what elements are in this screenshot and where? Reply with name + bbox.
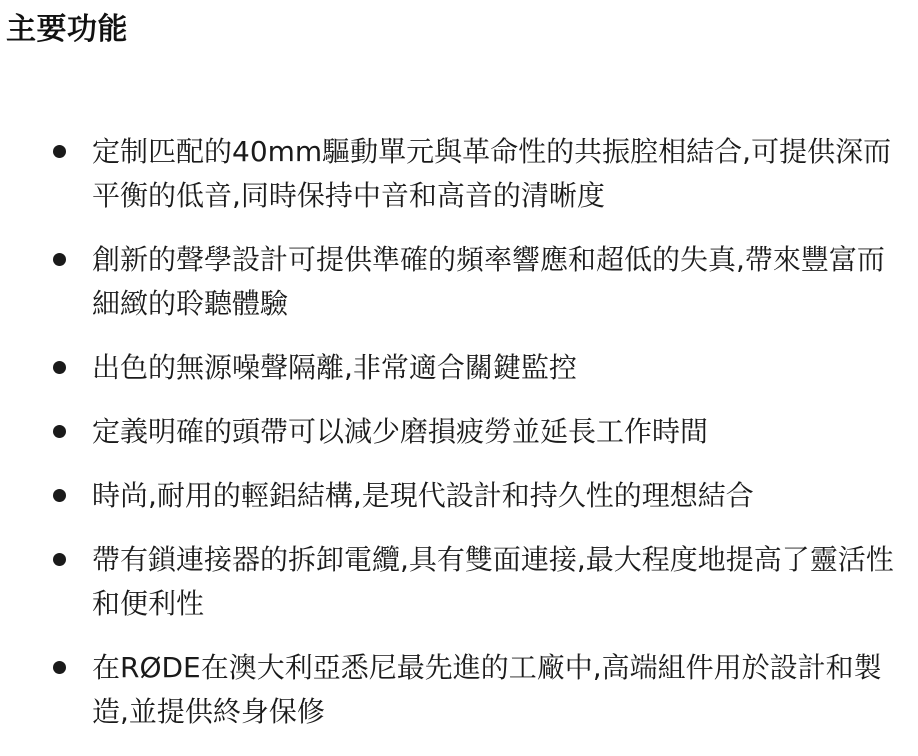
feature-text: 時尚,耐用的輕鋁結構,是現代設計和持久性的理想結合 <box>92 479 754 512</box>
feature-text: 出色的無源噪聲隔離,非常適合關鍵監控 <box>92 351 577 384</box>
section-title: 主要功能 <box>6 12 128 47</box>
feature-text: 定制匹配的40mm驅動單元與革命性的共振腔相結合,可提供深而平衡的低音,同時保持中音和高音的清晰度 <box>92 135 892 212</box>
bullet-icon <box>53 553 66 566</box>
bullet-icon <box>53 253 66 266</box>
bullet-icon <box>53 489 66 502</box>
feature-text: 定義明確的頭帶可以減少磨損疲勞並延長工作時間 <box>92 415 709 448</box>
feature-text: 帶有鎖連接器的拆卸電纜,具有雙面連接,最大程度地提高了靈活性和便利性 <box>92 543 894 620</box>
bullet-icon <box>53 661 66 674</box>
feature-item <box>0 410 918 454</box>
bullet-icon <box>53 361 66 374</box>
bullet-icon <box>53 425 66 438</box>
feature-item <box>0 646 918 734</box>
feature-text: 創新的聲學設計可提供準確的頻率響應和超低的失真,帶來豐富而細緻的聆聽體驗 <box>92 243 885 320</box>
bullet-icon <box>53 145 66 158</box>
feature-item <box>0 238 918 326</box>
feature-item <box>0 474 918 518</box>
feature-item <box>0 130 918 218</box>
feature-item <box>0 346 918 390</box>
feature-list <box>0 130 918 754</box>
feature-text: 在RØDE在澳大利亞悉尼最先進的工廠中,高端組件用於設計和製造,並提供終身保修 <box>92 651 882 728</box>
feature-item <box>0 538 918 626</box>
